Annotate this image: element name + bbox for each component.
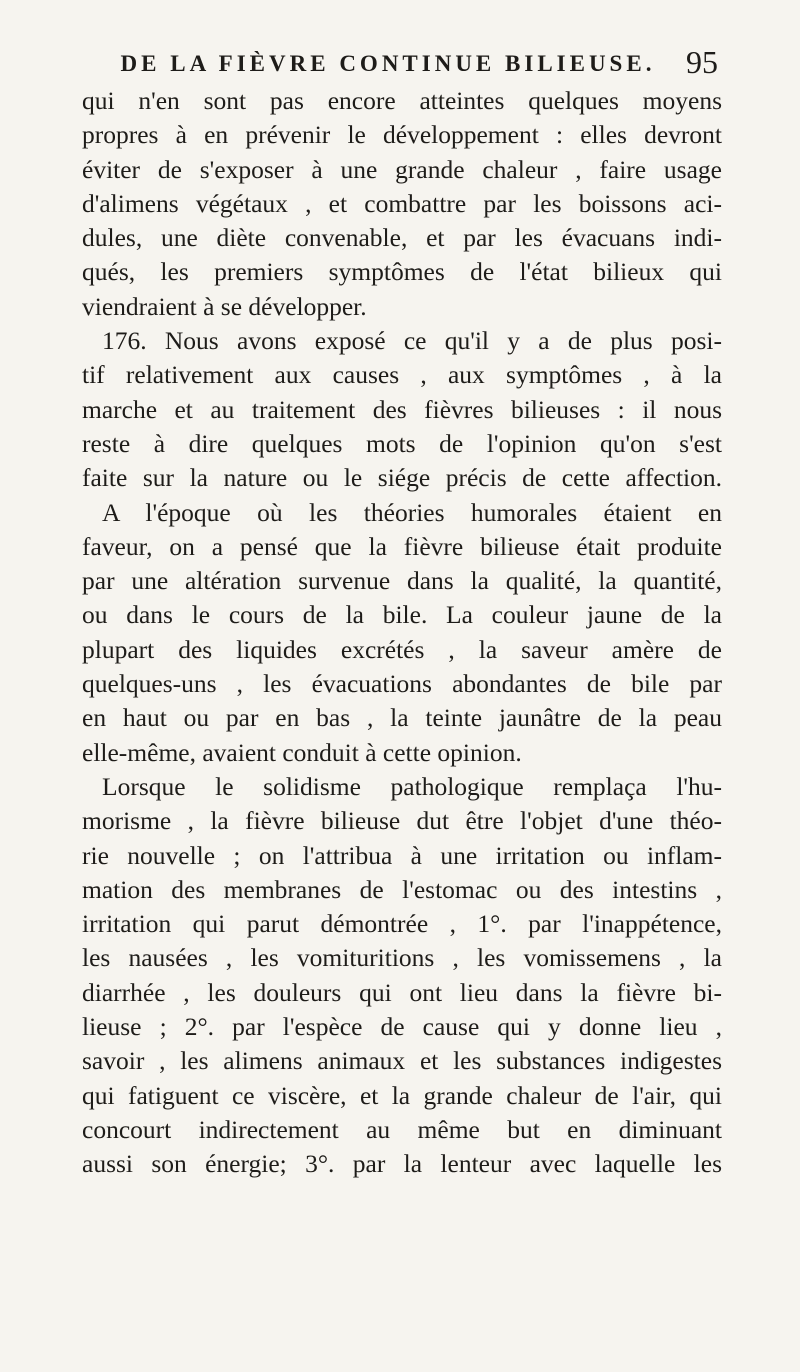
text-line: dules, une diète convenable, et par les évacuans indi- [82, 223, 722, 253]
text-line: qui fatiguent ce viscère, et la grande chaleur de l'air, qui [82, 1080, 722, 1110]
text-line: d'alimens végétaux , et combattre par les boissons aci- [82, 188, 722, 218]
text-line: concourt indirectement au même but en diminuant [82, 1114, 722, 1144]
text-line: lieuse ; 2°. par l'espèce de cause qui y donne lieu , [82, 1012, 722, 1042]
text-line: A l'époque où les théories humorales étaient en [102, 497, 722, 527]
text-line: les nausées , les vomituritions , les vomissemens , la [82, 943, 722, 973]
text-line: marche et au traitement des fièvres bilieuses : il nous [82, 394, 722, 424]
text-line: aussi son énergie; 3°. par la lenteur avec laquelle les [82, 1149, 722, 1179]
text-line: viendraient à se développer. [82, 291, 367, 321]
text-line: mation des membranes de l'estomac ou des intestins , [82, 874, 722, 904]
text-line: Lorsque le solidisme pathologique remplaça l'hu- [102, 771, 722, 801]
running-title: DE LA FIÈVRE CONTINUE BILIEUSE. [120, 51, 656, 76]
text-line: rie nouvelle ; on l'attribua à une irritation ou inflam- [82, 840, 722, 870]
text-line: savoir , les alimens animaux et les substances indigestes [82, 1046, 722, 1076]
text-line: en haut ou par en bas , la teinte jaunâtre de la peau [82, 703, 722, 733]
text-line: éviter de s'exposer à une grande chaleur , faire usage [82, 154, 722, 184]
text-line: morisme , la fièvre bilieuse dut être l'objet d'une théo- [82, 806, 722, 836]
text-line: reste à dire quelques mots de l'opinion qu'on s'est [82, 428, 722, 458]
text-line: tif relativement aux causes , aux symptômes , à la [82, 360, 722, 390]
text-line: diarrhée , les douleurs qui ont lieu dans la fièvre bi- [82, 977, 722, 1007]
text-line: quelques-uns , les évacuations abondantes de bile par [82, 669, 722, 699]
text-line: qui n'en sont pas encore atteintes quelques moyens [82, 86, 722, 115]
text-line: irritation qui parut démontrée , 1°. par l'inappétence, [82, 909, 722, 939]
text-line: 176. Nous avons exposé ce qu'il y a de plus posi- [102, 326, 722, 356]
page-header [0, 44, 800, 84]
text-line: faveur, on a pensé que la fièvre bilieuse était produite [82, 531, 722, 561]
text-line: elle-même, avaient conduit à cette opinion. [82, 737, 522, 767]
text-line: plupart des liquides excrétés , la saveur amère de [82, 634, 722, 664]
text-line: qués, les premiers symptômes de l'état bilieux qui [82, 257, 722, 287]
text-line: faite sur la nature ou le siége précis de cette affection. [82, 463, 722, 493]
page-number: 95 [686, 44, 718, 80]
text-line: par une altération survenue dans la qualité, la quantité, [82, 566, 722, 596]
text-line: propres à en prévenir le développement : elles devront [82, 120, 722, 150]
body-text [82, 84, 722, 1182]
text-line: ou dans le cours de la bile. La couleur jaune de la [82, 600, 722, 630]
